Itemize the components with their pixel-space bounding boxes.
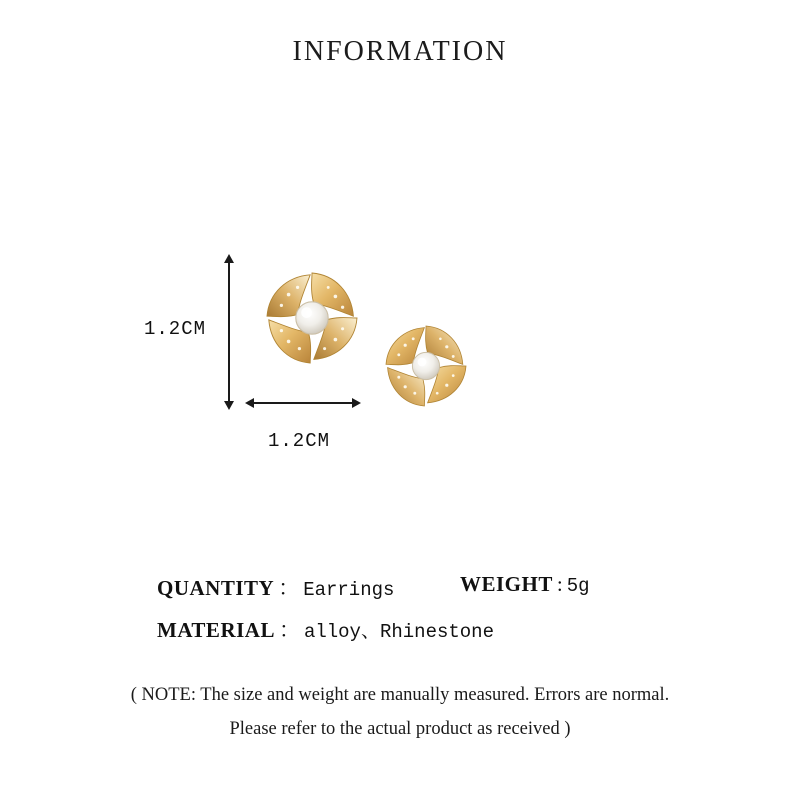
spec-separator-material: ： [278, 618, 300, 642]
note-line-1: ( NOTE: The size and weight are manually measured. Errors are normal. [130, 685, 670, 705]
earring-right-image [378, 318, 474, 414]
specification-list [0, 572, 800, 656]
product-measurement-area [120, 240, 540, 480]
note-block [0, 678, 800, 746]
note-line-2: Please refer to the actual product as received ) [229, 719, 571, 739]
spec-row-quantity [0, 572, 800, 614]
page-title: INFORMATION [292, 36, 508, 67]
spec-group-weight [460, 572, 590, 597]
spec-value-quantity: Earrings [303, 579, 395, 601]
spec-value-weight: 5g [566, 575, 590, 597]
width-dimension-arrow [253, 402, 353, 404]
height-dimension-arrow [228, 262, 230, 402]
spec-separator-weight: : [556, 572, 563, 596]
spec-label-material: MATERIAL [157, 618, 275, 642]
width-dimension-label: 1.2CM [268, 430, 331, 452]
spec-label-quantity: QUANTITY [157, 576, 275, 600]
spec-label-weight: WEIGHT [460, 572, 553, 596]
spec-separator-quantity: ： [278, 576, 300, 600]
spec-value-material: alloy、Rhinestone [303, 621, 494, 643]
spec-row-material [0, 614, 800, 656]
height-dimension-label: 1.2CM [144, 318, 207, 340]
earring-left-image [258, 264, 366, 372]
